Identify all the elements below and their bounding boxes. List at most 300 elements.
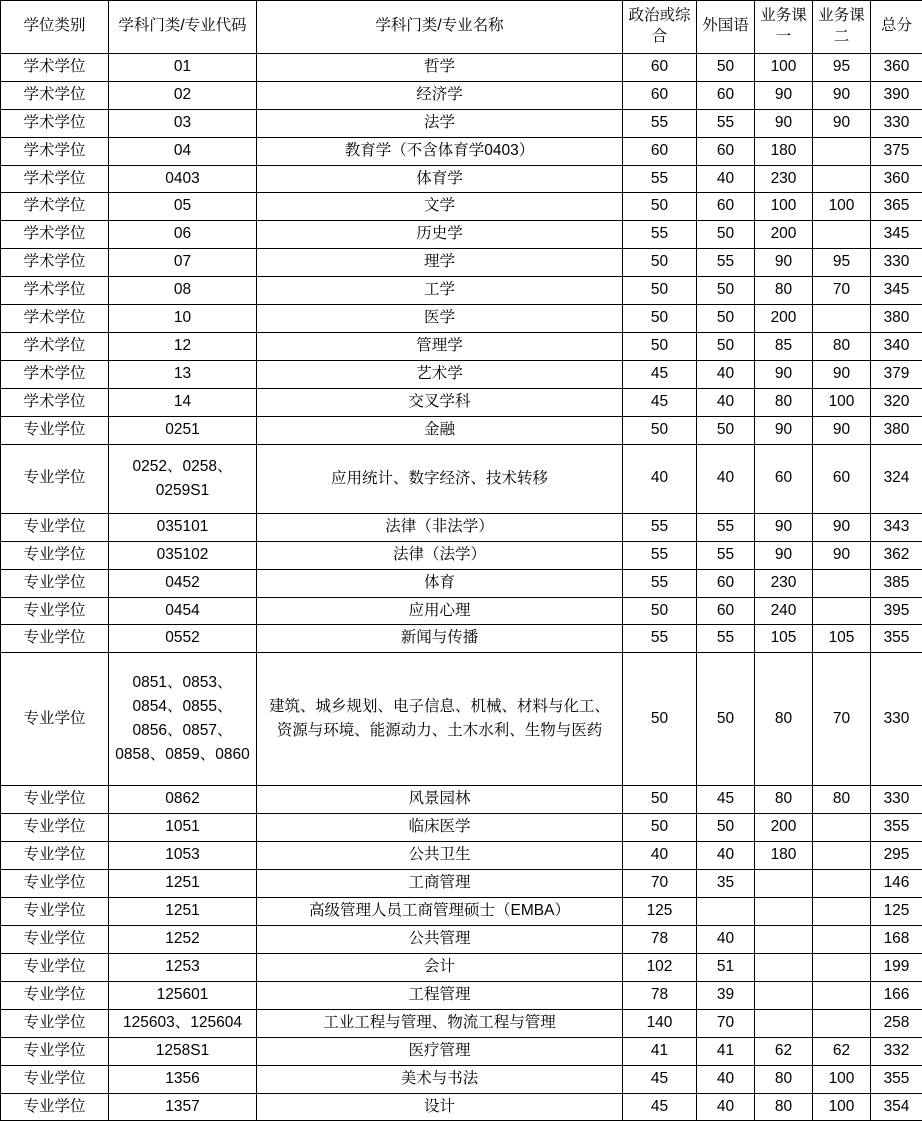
cell-foreign-score: 41: [697, 1037, 755, 1065]
cell-foreign-score: 50: [697, 221, 755, 249]
table-row: [1, 597, 922, 625]
cell-foreign-score: 55: [697, 625, 755, 653]
cell-total-score: 330: [871, 109, 922, 137]
cell-code: 04: [109, 137, 257, 165]
cell-major-name: 设计: [257, 1093, 623, 1121]
cell-subject-one-score: 230: [755, 165, 813, 193]
cell-politics-score: 40: [623, 842, 697, 870]
cell-foreign-score: 60: [697, 81, 755, 109]
cell-foreign-score: 40: [697, 165, 755, 193]
cell-foreign-score: [697, 898, 755, 926]
cell-subject-two-score: 62: [813, 1037, 871, 1065]
cell-subject-two-score: 70: [813, 277, 871, 305]
cell-total-score: 379: [871, 360, 922, 388]
cell-subject-one-score: [755, 898, 813, 926]
cell-total-score: 345: [871, 221, 922, 249]
table-row: [1, 193, 922, 221]
cell-code: 0862: [109, 786, 257, 814]
cell-politics-score: 60: [623, 137, 697, 165]
cell-politics-score: 50: [623, 249, 697, 277]
cell-politics-score: 50: [623, 416, 697, 444]
cell-total-score: 390: [871, 81, 922, 109]
column-header-total: 总分: [871, 1, 922, 54]
cell-major-name: 工学: [257, 277, 623, 305]
cell-foreign-score: 60: [697, 569, 755, 597]
cell-subject-one-score: 180: [755, 842, 813, 870]
cell-subject-one-score: 62: [755, 1037, 813, 1065]
cell-major-name: 工程管理: [257, 981, 623, 1009]
cell-code: 1051: [109, 814, 257, 842]
cell-degree-type: 专业学位: [1, 653, 109, 786]
cell-degree-type: 专业学位: [1, 541, 109, 569]
cell-total-score: 343: [871, 513, 922, 541]
cell-major-name: 应用统计、数字经济、技术转移: [257, 444, 623, 513]
cell-subject-one-score: 90: [755, 109, 813, 137]
cell-major-name: 理学: [257, 249, 623, 277]
cell-code: 05: [109, 193, 257, 221]
cell-degree-type: 专业学位: [1, 444, 109, 513]
cell-foreign-score: 51: [697, 953, 755, 981]
cell-code: 0251: [109, 416, 257, 444]
cell-major-name: 美术与书法: [257, 1065, 623, 1093]
cell-total-score: 355: [871, 625, 922, 653]
cell-total-score: 375: [871, 137, 922, 165]
cell-subject-two-score: 80: [813, 333, 871, 361]
cell-foreign-score: 50: [697, 53, 755, 81]
cell-subject-one-score: 90: [755, 541, 813, 569]
table-row: [1, 416, 922, 444]
cell-politics-score: 125: [623, 898, 697, 926]
cell-subject-two-score: [813, 137, 871, 165]
cell-major-name: 管理学: [257, 333, 623, 361]
cell-degree-type: 专业学位: [1, 981, 109, 1009]
cell-degree-type: 学术学位: [1, 388, 109, 416]
cell-degree-type: 学术学位: [1, 81, 109, 109]
cell-subject-one-score: 80: [755, 388, 813, 416]
cell-degree-type: 专业学位: [1, 898, 109, 926]
cell-subject-one-score: 90: [755, 249, 813, 277]
cell-subject-one-score: 80: [755, 786, 813, 814]
cell-politics-score: 102: [623, 953, 697, 981]
cell-total-score: 258: [871, 1009, 922, 1037]
cell-subject-two-score: 90: [813, 416, 871, 444]
cell-politics-score: 55: [623, 109, 697, 137]
cell-politics-score: 45: [623, 1065, 697, 1093]
column-header-subject-two: 业务课二: [813, 1, 871, 54]
cell-degree-type: 学术学位: [1, 305, 109, 333]
cell-politics-score: 50: [623, 193, 697, 221]
cell-foreign-score: 50: [697, 305, 755, 333]
cell-subject-two-score: 100: [813, 193, 871, 221]
cell-total-score: 199: [871, 953, 922, 981]
cell-total-score: 125: [871, 898, 922, 926]
cell-major-name: 金融: [257, 416, 623, 444]
cell-subject-two-score: [813, 221, 871, 249]
cell-degree-type: 专业学位: [1, 1093, 109, 1121]
cell-politics-score: 45: [623, 1093, 697, 1121]
cell-major-name: 经济学: [257, 81, 623, 109]
cell-major-name: 高级管理人员工商管理硕士（EMBA）: [257, 898, 623, 926]
cell-subject-one-score: 100: [755, 53, 813, 81]
table-row: [1, 277, 922, 305]
cell-total-score: 362: [871, 541, 922, 569]
cell-total-score: 324: [871, 444, 922, 513]
cell-subject-two-score: 80: [813, 786, 871, 814]
cell-subject-two-score: [813, 305, 871, 333]
table-row: [1, 625, 922, 653]
cell-subject-two-score: 90: [813, 541, 871, 569]
cell-politics-score: 45: [623, 388, 697, 416]
cell-total-score: 380: [871, 305, 922, 333]
cell-subject-one-score: [755, 981, 813, 1009]
cell-total-score: 385: [871, 569, 922, 597]
table-row: [1, 305, 922, 333]
cell-politics-score: 50: [623, 277, 697, 305]
column-header-subject-one: 业务课一: [755, 1, 813, 54]
cell-politics-score: 50: [623, 333, 697, 361]
cell-politics-score: 55: [623, 221, 697, 249]
cell-subject-two-score: [813, 925, 871, 953]
cell-politics-score: 55: [623, 625, 697, 653]
cell-degree-type: 专业学位: [1, 1065, 109, 1093]
cell-subject-one-score: 240: [755, 597, 813, 625]
cell-total-score: 365: [871, 193, 922, 221]
cell-degree-type: 学术学位: [1, 193, 109, 221]
cell-major-name: 法律（法学）: [257, 541, 623, 569]
cell-subject-one-score: 90: [755, 416, 813, 444]
cell-subject-two-score: [813, 870, 871, 898]
cell-subject-two-score: 95: [813, 53, 871, 81]
cell-major-name: 医学: [257, 305, 623, 333]
cell-subject-two-score: [813, 569, 871, 597]
cell-total-score: 330: [871, 653, 922, 786]
table-row: [1, 109, 922, 137]
cell-politics-score: 40: [623, 444, 697, 513]
cell-code: 10: [109, 305, 257, 333]
table-row: [1, 137, 922, 165]
cell-major-name: 工商管理: [257, 870, 623, 898]
table-row: [1, 653, 922, 786]
cell-major-name: 工业工程与管理、物流工程与管理: [257, 1009, 623, 1037]
cell-foreign-score: 40: [697, 842, 755, 870]
cell-politics-score: 78: [623, 981, 697, 1009]
cell-foreign-score: 70: [697, 1009, 755, 1037]
cell-subject-two-score: 90: [813, 109, 871, 137]
cell-code: 125601: [109, 981, 257, 1009]
cell-code: 07: [109, 249, 257, 277]
cell-total-score: 146: [871, 870, 922, 898]
cell-degree-type: 专业学位: [1, 925, 109, 953]
cell-politics-score: 60: [623, 81, 697, 109]
cell-foreign-score: 50: [697, 814, 755, 842]
cell-total-score: 340: [871, 333, 922, 361]
cell-major-name: 体育学: [257, 165, 623, 193]
cell-degree-type: 专业学位: [1, 814, 109, 842]
table-row: [1, 1093, 922, 1121]
cell-politics-score: 50: [623, 305, 697, 333]
cell-politics-score: 60: [623, 53, 697, 81]
cell-politics-score: 45: [623, 360, 697, 388]
cell-subject-one-score: [755, 870, 813, 898]
cell-foreign-score: 55: [697, 109, 755, 137]
cell-subject-one-score: 230: [755, 569, 813, 597]
cell-foreign-score: 40: [697, 360, 755, 388]
cell-degree-type: 专业学位: [1, 1037, 109, 1065]
cell-politics-score: 50: [623, 786, 697, 814]
cell-degree-type: 专业学位: [1, 569, 109, 597]
cell-foreign-score: 40: [697, 388, 755, 416]
cell-major-name: 公共管理: [257, 925, 623, 953]
cell-degree-type: 专业学位: [1, 1009, 109, 1037]
cell-major-name: 临床医学: [257, 814, 623, 842]
cell-major-name: 文学: [257, 193, 623, 221]
cell-total-score: 168: [871, 925, 922, 953]
cell-subject-two-score: 90: [813, 513, 871, 541]
table-row: [1, 221, 922, 249]
cell-code: 1253: [109, 953, 257, 981]
cell-degree-type: 专业学位: [1, 597, 109, 625]
cell-subject-two-score: 90: [813, 360, 871, 388]
cell-major-name: 历史学: [257, 221, 623, 249]
cell-subject-one-score: 180: [755, 137, 813, 165]
cell-code: 06: [109, 221, 257, 249]
cell-total-score: 354: [871, 1093, 922, 1121]
cell-code: 1357: [109, 1093, 257, 1121]
cell-major-name: 哲学: [257, 53, 623, 81]
cell-degree-type: 专业学位: [1, 786, 109, 814]
cell-total-score: 345: [871, 277, 922, 305]
cell-subject-one-score: [755, 1009, 813, 1037]
cell-major-name: 交叉学科: [257, 388, 623, 416]
cell-foreign-score: 50: [697, 416, 755, 444]
cell-subject-one-score: [755, 925, 813, 953]
cell-foreign-score: 60: [697, 597, 755, 625]
cell-degree-type: 专业学位: [1, 870, 109, 898]
cell-foreign-score: 60: [697, 137, 755, 165]
cell-major-name: 法律（非法学）: [257, 513, 623, 541]
cell-subject-one-score: 90: [755, 513, 813, 541]
table-row: [1, 981, 922, 1009]
cell-major-name: 艺术学: [257, 360, 623, 388]
table-row: [1, 1009, 922, 1037]
cell-subject-one-score: 100: [755, 193, 813, 221]
cell-subject-one-score: 90: [755, 81, 813, 109]
cell-subject-two-score: 105: [813, 625, 871, 653]
cell-major-name: 教育学（不含体育学0403）: [257, 137, 623, 165]
cell-foreign-score: 50: [697, 333, 755, 361]
cell-subject-one-score: 80: [755, 1093, 813, 1121]
cell-degree-type: 学术学位: [1, 277, 109, 305]
cell-subject-two-score: 100: [813, 388, 871, 416]
cell-politics-score: 140: [623, 1009, 697, 1037]
cell-code: 0452: [109, 569, 257, 597]
cell-degree-type: 学术学位: [1, 249, 109, 277]
cell-subject-two-score: [813, 981, 871, 1009]
column-header-politics: 政治或综合: [623, 1, 697, 54]
table-row: [1, 814, 922, 842]
table-row: [1, 360, 922, 388]
cell-code: 13: [109, 360, 257, 388]
cell-subject-one-score: 80: [755, 277, 813, 305]
cell-degree-type: 学术学位: [1, 360, 109, 388]
cell-subject-two-score: [813, 842, 871, 870]
cell-degree-type: 学术学位: [1, 165, 109, 193]
cell-subject-one-score: [755, 953, 813, 981]
cell-total-score: 166: [871, 981, 922, 1009]
cell-major-name: 新闻与传播: [257, 625, 623, 653]
cell-subject-one-score: 200: [755, 305, 813, 333]
cell-subject-one-score: 105: [755, 625, 813, 653]
cell-degree-type: 学术学位: [1, 137, 109, 165]
cell-subject-two-score: 60: [813, 444, 871, 513]
table-row: [1, 513, 922, 541]
cell-degree-type: 专业学位: [1, 513, 109, 541]
cell-major-name: 法学: [257, 109, 623, 137]
table-row: [1, 898, 922, 926]
cell-code: 035101: [109, 513, 257, 541]
table-row: [1, 165, 922, 193]
cell-subject-two-score: [813, 953, 871, 981]
cell-degree-type: 学术学位: [1, 53, 109, 81]
cell-total-score: 395: [871, 597, 922, 625]
table-row: [1, 1065, 922, 1093]
cell-politics-score: 70: [623, 870, 697, 898]
cell-total-score: 295: [871, 842, 922, 870]
table-row: [1, 953, 922, 981]
table-row: [1, 388, 922, 416]
table-row: [1, 541, 922, 569]
cell-politics-score: 55: [623, 513, 697, 541]
cell-degree-type: 专业学位: [1, 416, 109, 444]
cell-major-name: 体育: [257, 569, 623, 597]
cell-code: 14: [109, 388, 257, 416]
cell-major-name: 建筑、城乡规划、电子信息、机械、材料与化工、资源与环境、能源动力、土木水利、生物与医药: [257, 653, 623, 786]
table-body: [1, 53, 922, 1121]
cell-foreign-score: 35: [697, 870, 755, 898]
cell-code: 1356: [109, 1065, 257, 1093]
table-row: [1, 53, 922, 81]
cell-code: 035102: [109, 541, 257, 569]
cell-total-score: 330: [871, 249, 922, 277]
cell-major-name: 应用心理: [257, 597, 623, 625]
cell-total-score: 332: [871, 1037, 922, 1065]
cell-politics-score: 55: [623, 165, 697, 193]
cell-foreign-score: 60: [697, 193, 755, 221]
column-header-name: 学科门类/专业名称: [257, 1, 623, 54]
cell-code: 02: [109, 81, 257, 109]
cell-degree-type: 专业学位: [1, 953, 109, 981]
cell-total-score: 360: [871, 165, 922, 193]
cell-code: 0851、0853、0854、0855、0856、0857、0858、0859、0860: [109, 653, 257, 786]
cell-subject-two-score: 100: [813, 1093, 871, 1121]
cell-code: 0403: [109, 165, 257, 193]
cell-foreign-score: 55: [697, 541, 755, 569]
table-row: [1, 81, 922, 109]
table-row: [1, 786, 922, 814]
cell-total-score: 380: [871, 416, 922, 444]
cell-subject-two-score: [813, 1009, 871, 1037]
cell-foreign-score: 40: [697, 444, 755, 513]
cell-degree-type: 专业学位: [1, 842, 109, 870]
cell-politics-score: 50: [623, 653, 697, 786]
cell-code: 1258S1: [109, 1037, 257, 1065]
table-row: [1, 842, 922, 870]
cell-code: 01: [109, 53, 257, 81]
cell-foreign-score: 45: [697, 786, 755, 814]
cell-subject-one-score: 80: [755, 653, 813, 786]
cell-code: 1251: [109, 898, 257, 926]
cell-politics-score: 78: [623, 925, 697, 953]
cell-politics-score: 41: [623, 1037, 697, 1065]
cell-foreign-score: 55: [697, 249, 755, 277]
cell-total-score: 355: [871, 1065, 922, 1093]
cell-subject-two-score: 70: [813, 653, 871, 786]
cell-foreign-score: 50: [697, 277, 755, 305]
column-header-degree-type: 学位类别: [1, 1, 109, 54]
cell-major-name: 风景园林: [257, 786, 623, 814]
cell-politics-score: 55: [623, 541, 697, 569]
cell-code: 1053: [109, 842, 257, 870]
cell-degree-type: 学术学位: [1, 109, 109, 137]
cell-code: 08: [109, 277, 257, 305]
cell-subject-one-score: 90: [755, 360, 813, 388]
cell-foreign-score: 40: [697, 925, 755, 953]
cell-code: 0454: [109, 597, 257, 625]
cell-subject-one-score: 80: [755, 1065, 813, 1093]
cell-subject-two-score: 95: [813, 249, 871, 277]
cell-subject-two-score: [813, 165, 871, 193]
table-row: [1, 1037, 922, 1065]
cell-politics-score: 50: [623, 597, 697, 625]
cell-degree-type: 学术学位: [1, 221, 109, 249]
cell-code: 1252: [109, 925, 257, 953]
cell-subject-two-score: 90: [813, 81, 871, 109]
cell-total-score: 355: [871, 814, 922, 842]
column-header-foreign-language: 外国语: [697, 1, 755, 54]
cell-major-name: 医疗管理: [257, 1037, 623, 1065]
cell-total-score: 330: [871, 786, 922, 814]
cell-total-score: 360: [871, 53, 922, 81]
cell-degree-type: 学术学位: [1, 333, 109, 361]
cell-code: 0252、0258、0259S1: [109, 444, 257, 513]
cell-foreign-score: 40: [697, 1065, 755, 1093]
cell-code: 12: [109, 333, 257, 361]
table-row: [1, 569, 922, 597]
cell-code: 125603、125604: [109, 1009, 257, 1037]
cell-major-name: 公共卫生: [257, 842, 623, 870]
table-row: [1, 444, 922, 513]
cell-degree-type: 专业学位: [1, 625, 109, 653]
cell-foreign-score: 55: [697, 513, 755, 541]
cell-politics-score: 50: [623, 814, 697, 842]
cell-code: 0552: [109, 625, 257, 653]
table-row: [1, 870, 922, 898]
column-header-code: 学科门类/专业代码: [109, 1, 257, 54]
cell-code: 03: [109, 109, 257, 137]
cell-subject-one-score: 200: [755, 221, 813, 249]
cell-foreign-score: 40: [697, 1093, 755, 1121]
cell-subject-two-score: 100: [813, 1065, 871, 1093]
table-header-row: [1, 1, 922, 54]
cell-code: 1251: [109, 870, 257, 898]
table-row: [1, 333, 922, 361]
cell-foreign-score: 50: [697, 653, 755, 786]
cell-foreign-score: 39: [697, 981, 755, 1009]
table-row: [1, 925, 922, 953]
cell-total-score: 320: [871, 388, 922, 416]
cell-subject-two-score: [813, 597, 871, 625]
cell-subject-one-score: 200: [755, 814, 813, 842]
